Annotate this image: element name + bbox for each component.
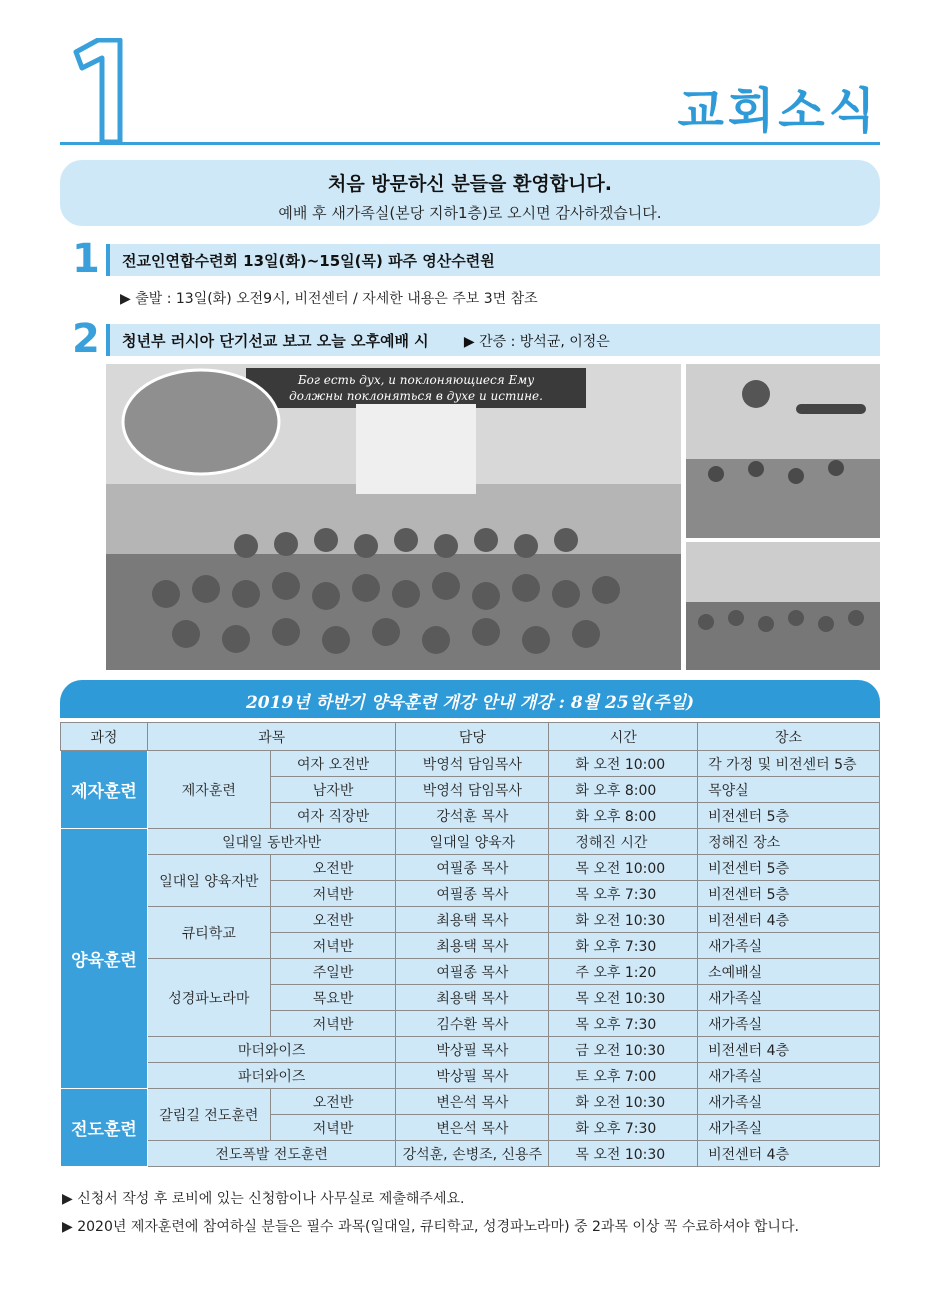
svg-text:должны поклоняться в духе и ис: должны поклоняться в духе и истине. [289,389,543,403]
page-title: 교회소식 [677,83,879,139]
group-bible-panorama: 성경파노라마 [147,959,270,1037]
header-place: 장소 [698,723,880,751]
place-cell: 새가족실 [698,933,880,959]
group-crossroads: 갈림길 전도훈련 [147,1089,270,1141]
time-cell: 화 오후 8:00 [549,777,698,803]
leader-cell: 변은석 목사 [396,1115,549,1141]
leader-cell: 박영석 담임목사 [396,777,549,803]
svg-text:Бог есть дух, и поклоняющиеся: Бог есть дух, и поклоняющиеся Ему [297,373,535,387]
table-row [61,1037,880,1063]
subject-cell: 저녁반 [270,881,396,907]
time-cell: 정해진 시간 [549,829,698,855]
subject-cell: 여자 오전반 [270,751,396,777]
table-row [61,829,880,855]
subject-cell: 오전반 [270,1089,396,1115]
leader-cell: 변은석 목사 [396,1089,549,1115]
place-cell: 정해진 장소 [698,829,880,855]
time-cell: 화 오후 7:30 [549,1115,698,1141]
subject-cell: 남자반 [270,777,396,803]
place-cell: 비전센터 4층 [698,1037,880,1063]
leader-cell: 강석훈 목사 [396,803,549,829]
time-cell: 화 오전 10:30 [549,1089,698,1115]
place-cell: 새가족실 [698,1115,880,1141]
section-1-note: ▶ 출발 : 13일(화) 오전9시, 비전센터 / 자세한 내용은 주보 3면 참조 [120,291,538,307]
time-cell: 화 오전 10:30 [549,907,698,933]
group-discipleship: 제자훈련 [147,751,270,829]
section-2-bar [106,324,880,356]
table-row [61,907,880,933]
time-cell: 화 오전 10:00 [549,751,698,777]
place-cell: 새가족실 [698,1011,880,1037]
place-cell: 각 가정 및 비전센터 5층 [698,751,880,777]
table-row [61,959,880,985]
subject-cell: 저녁반 [270,1011,396,1037]
header-subject: 과목 [147,723,396,751]
section-number-1-graphic [68,38,126,146]
leader-cell: 강석훈, 손병조, 신용주 [396,1141,549,1167]
place-cell: 소예배실 [698,959,880,985]
schedule-banner: 2019년 하반기 양육훈련 개강 안내 개강 : 8월 25일(주일) [60,680,880,718]
subject-cell: 목요반 [270,985,396,1011]
footnote-submit: ▶ 신청서 작성 후 로비에 있는 신청함이나 사무실로 제출해주세요. [62,1191,465,1207]
section-2-note: ▶ 간증 : 방석균, 이정은 [463,334,610,350]
time-cell: 목 오후 7:30 [549,881,698,907]
outdoor-photo [686,364,880,538]
indoor-photo [686,542,880,670]
place-cell: 비전센터 4층 [698,907,880,933]
table-row [61,1089,880,1115]
leader-cell: 여필종 목사 [396,881,549,907]
place-cell: 비전센터 5층 [698,881,880,907]
category-evangelism: 전도훈련 [61,1089,148,1167]
time-cell: 주 오후 1:20 [549,959,698,985]
leader-cell: 여필종 목사 [396,855,549,881]
time-cell: 목 오후 7:30 [549,1011,698,1037]
time-cell: 목 오전 10:30 [549,985,698,1011]
time-cell: 금 오전 10:30 [549,1037,698,1063]
leader-cell: 최용택 목사 [396,933,549,959]
welcome-subtext: 예배 후 새가족실(본당 지하1층)로 오시면 감사하겠습니다. [278,204,662,222]
group-qt-school: 큐티학교 [147,907,270,959]
leader-cell: 여필종 목사 [396,959,549,985]
time-cell: 화 오후 7:30 [549,933,698,959]
category-discipleship: 제자훈련 [61,751,148,829]
table-row [61,751,880,777]
place-cell: 비전센터 4층 [698,1141,880,1167]
leader-cell: 박상필 목사 [396,1063,549,1089]
leader-cell: 박상필 목사 [396,1037,549,1063]
subject-cell: 오전반 [270,907,396,933]
subject-cell: 마더와이즈 [147,1037,396,1063]
section-1-title: 전교인연합수련회 13일(화)~15일(목) 파주 영산수련원 [106,244,880,276]
table-row [61,855,880,881]
subject-cell: 여자 직장반 [270,803,396,829]
table-row [61,1141,880,1167]
leader-cell: 최용택 목사 [396,985,549,1011]
section-2-number: 2 [72,316,100,362]
time-cell: 목 오전 10:00 [549,855,698,881]
welcome-box [60,160,880,226]
footnote-requirement: ▶ 2020년 제자훈련에 참여하실 분들은 필수 과목(일대일, 큐티학교, 성경파노라마) 중 2과목 이상 꼭 수료하셔야 합니다. [62,1219,799,1235]
header-course: 과정 [61,723,148,751]
subject-cell: 저녁반 [270,933,396,959]
group-photo [106,364,681,670]
subject-cell: 저녁반 [270,1115,396,1141]
header-time: 시간 [549,723,698,751]
header-leader: 담당 [396,723,549,751]
leader-cell: 최용택 목사 [396,907,549,933]
group-one-to-one: 일대일 양육자반 [147,855,270,907]
section-1-number: 1 [72,236,100,282]
place-cell: 새가족실 [698,985,880,1011]
subject-cell: 일대일 동반자반 [147,829,396,855]
time-cell: 토 오후 7:00 [549,1063,698,1089]
time-cell: 목 오전 10:30 [549,1141,698,1167]
place-cell: 목양실 [698,777,880,803]
subject-cell: 주일반 [270,959,396,985]
place-cell: 비전센터 5층 [698,855,880,881]
table-header-row [61,723,880,751]
place-cell: 새가족실 [698,1089,880,1115]
leader-cell: 박영석 담임목사 [396,751,549,777]
table-row [61,1063,880,1089]
subject-cell: 전도폭발 전도훈련 [147,1141,396,1167]
schedule-table [60,722,880,1167]
category-nurture: 양육훈련 [61,829,148,1089]
header-divider [60,142,880,145]
leader-cell: 일대일 양육자 [396,829,549,855]
welcome-headline: 처음 방문하신 분들을 환영합니다. [327,173,613,195]
subject-cell: 파더와이즈 [147,1063,396,1089]
place-cell: 비전센터 5층 [698,803,880,829]
time-cell: 화 오후 8:00 [549,803,698,829]
leader-cell: 김수환 목사 [396,1011,549,1037]
place-cell: 새가족실 [698,1063,880,1089]
section-2-title: 청년부 러시아 단기선교 보고 오늘 오후예배 시 [122,332,429,350]
subject-cell: 오전반 [270,855,396,881]
